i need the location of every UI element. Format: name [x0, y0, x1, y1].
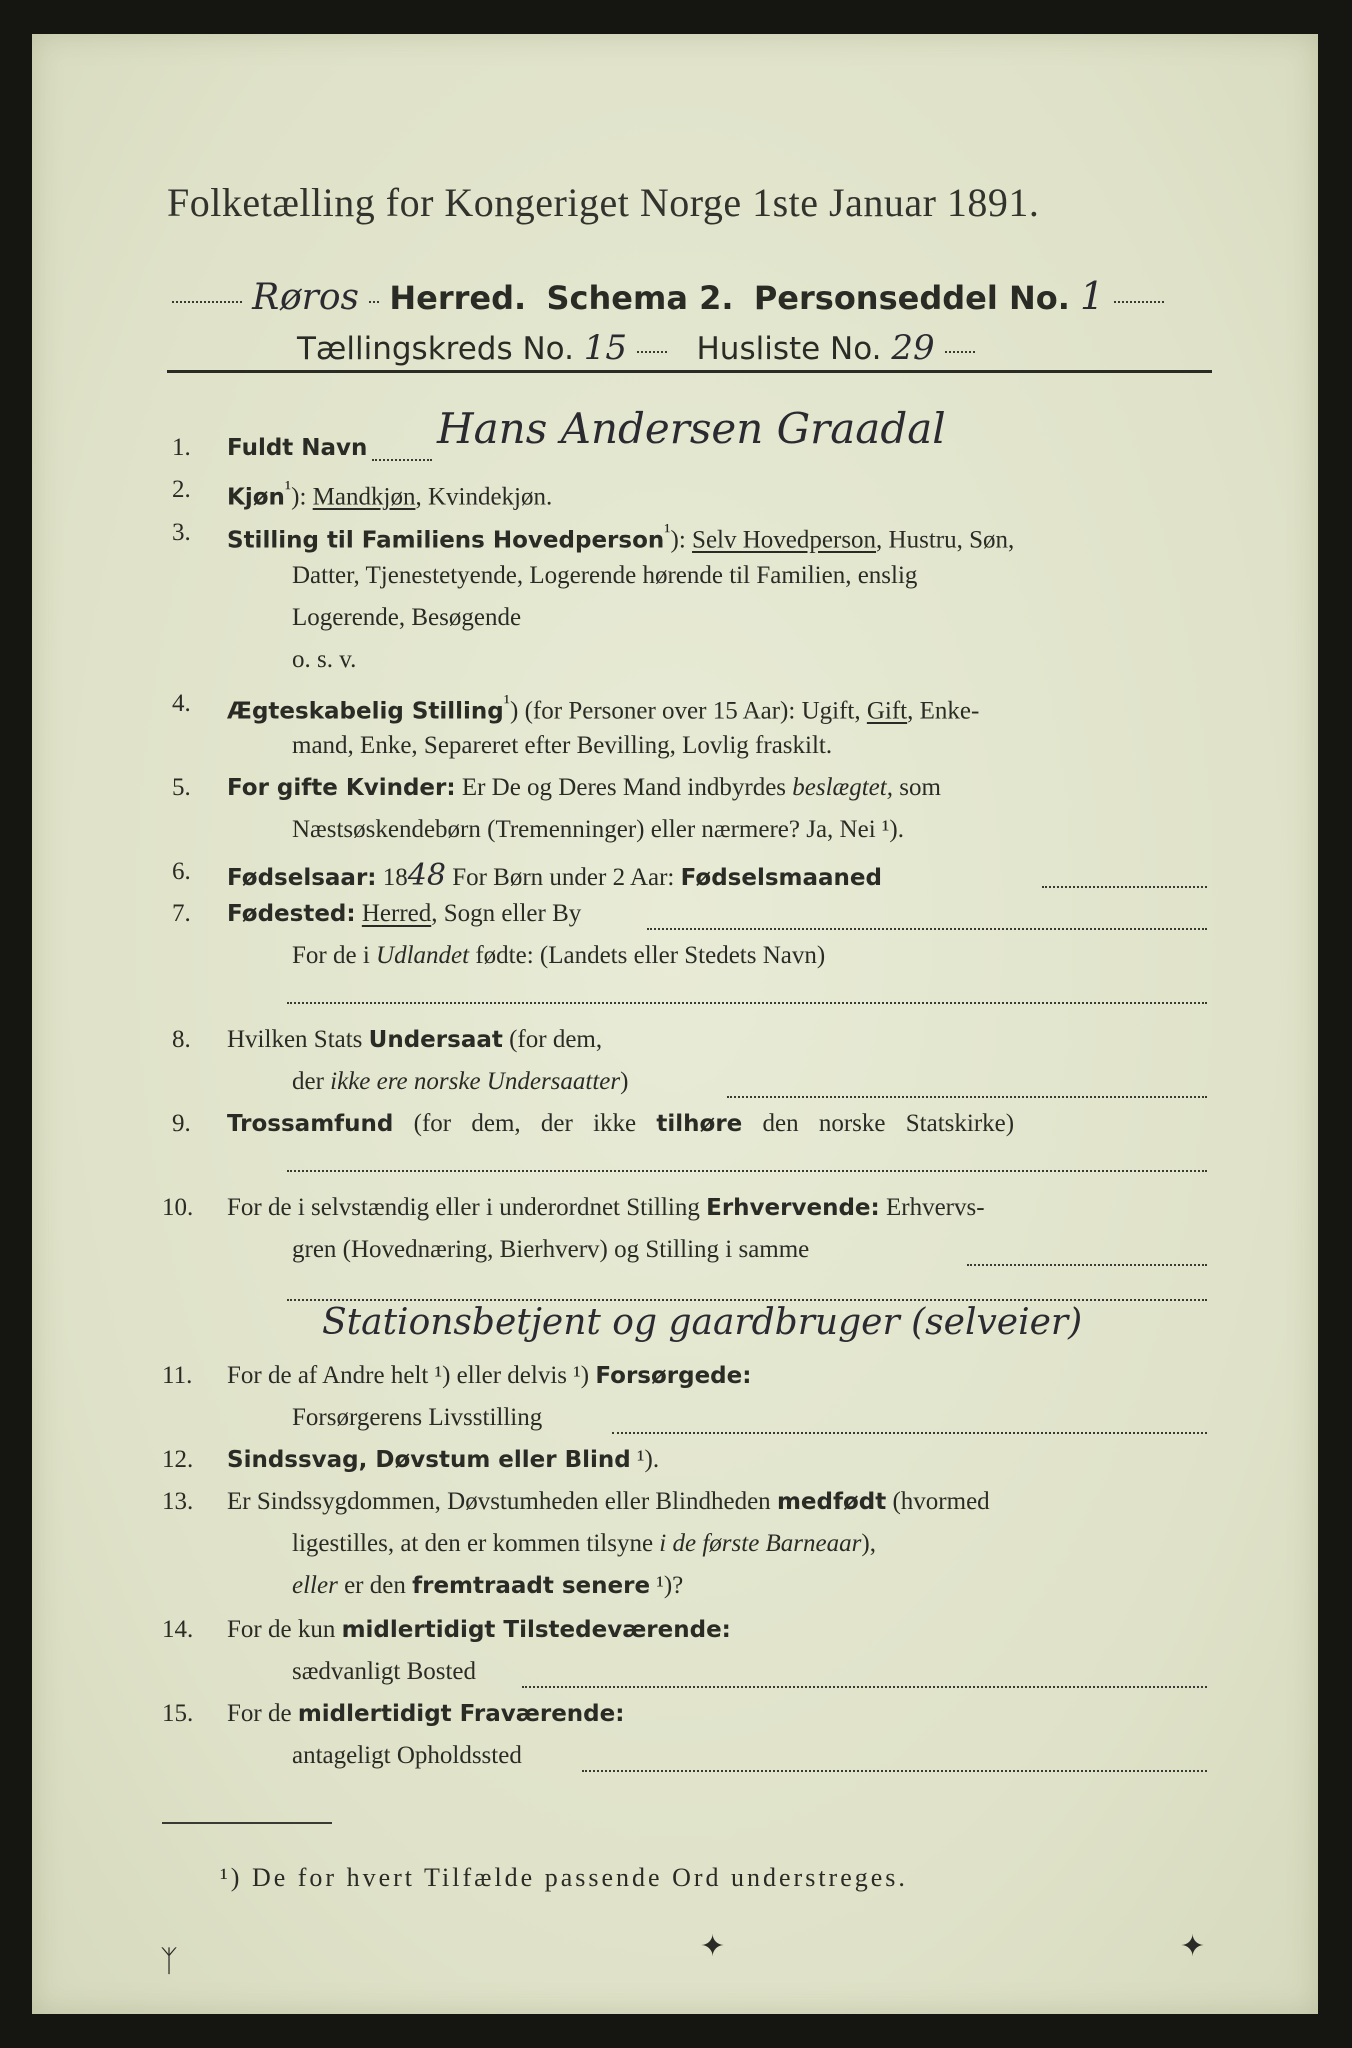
item-3-line4: o. s. v. [292, 646, 357, 673]
item-number: 3. [172, 519, 191, 546]
item-number: 5. [172, 774, 191, 801]
dotted-line [647, 928, 1207, 930]
item-8-text: Hvilken Stats Undersaat (for dem, [227, 1026, 603, 1053]
item-number: 9. [172, 1110, 191, 1137]
item-number: 14. [162, 1616, 194, 1643]
dotted-line [287, 1299, 1207, 1301]
header-rule [167, 370, 1212, 373]
item-4-line2: mand, Enke, Separeret efter Bevilling, Lovlig fraskilt. [292, 732, 833, 759]
dotted-line [287, 1002, 1207, 1004]
corner-mark-center: ✦ [700, 1929, 726, 1964]
dotted-line [967, 1264, 1207, 1266]
item-3-text: Stilling til Familiens Hovedperson$^{^1}$): Selv Hovedperson, Hustru, Søn, [227, 519, 1015, 554]
item-number: 15. [162, 1700, 194, 1727]
item-15-line2: antageligt Opholdssted [292, 1742, 522, 1769]
item-7-text: Fødested: Herred, Sogn eller By [227, 900, 582, 927]
item-6-text: Fødselsaar: 1848 For Børn under 2 Aar: Fødselsmaaned [227, 858, 882, 893]
item-3-line2: Datter, Tjenestetyende, Logerende hørende til Familien, enslig [292, 562, 918, 589]
item-3-line3: Logerende, Besøgende [292, 604, 522, 631]
item-7-line2: For de i Udlandet fødte: (Landets eller Stedets Navn) [292, 942, 826, 969]
item-13-line3: eller er den fremtraadt senere ¹)? [292, 1572, 684, 1599]
item-number: 10. [162, 1194, 194, 1221]
item-13-text: Er Sindssygdommen, Døvstumheden eller Blindheden medfødt (hvormed [227, 1488, 990, 1515]
item-13-line2: ligestilles, at den er kommen tilsyne i de første Barneaar), [292, 1530, 876, 1557]
dotted-line [612, 1432, 1207, 1434]
item-number: 12. [162, 1446, 194, 1473]
item-8-line2: der ikke ere norske Undersaatter) [292, 1068, 629, 1095]
herred-line [172, 274, 1164, 318]
schema-label: Schema 2. [546, 279, 734, 317]
dotted-line [1042, 886, 1207, 888]
full-name-value: Hans Andersen Graadal [437, 404, 946, 453]
item-2-text: Kjøn$^{^1}$): Mandkjøn, Kvindekjøn. [227, 476, 553, 511]
personseddel-label: Personseddel No. [753, 279, 1070, 317]
item-14-line2: sædvanligt Bosted [292, 1658, 477, 1685]
item-11-text: For de af Andre helt ¹) eller delvis ¹) Forsørgede: [227, 1362, 752, 1389]
item-number: 2. [172, 476, 191, 503]
herred-label: Herred. [389, 279, 527, 317]
corner-mark-left: ᛉ [160, 1944, 178, 1979]
dotted-line [287, 1170, 1207, 1172]
item-number: 7. [172, 900, 191, 927]
item-number: 1. [172, 434, 191, 461]
kreds-value: 15 [583, 328, 628, 368]
dotted-line [727, 1096, 1207, 1098]
occupation-value: Stationsbetjent og gaardbruger (selveier) [322, 1302, 1083, 1343]
item-1-label: Fuldt Navn [227, 435, 368, 461]
item-number: 4. [172, 690, 191, 717]
footnote: ¹) De for hvert Tilfælde passende Ord understreges. [220, 1863, 908, 1892]
form-title: Folketælling for Kongeriget Norge 1ste Januar 1891. [167, 180, 1040, 225]
dotted-line [522, 1686, 1207, 1688]
census-form-sheet [32, 34, 1318, 2014]
kreds-line [297, 328, 975, 368]
birth-year-value: 48 [407, 858, 446, 893]
dotted-line [582, 1770, 1207, 1772]
footnote-rule [162, 1822, 332, 1824]
item-10-line2: gren (Hovednæring, Bierhverv) og Stilling i samme [292, 1236, 810, 1263]
personseddel-value: 1 [1080, 274, 1105, 318]
item-10-text: For de i selvstændig eller i underordnet Stilling Erhvervende: Erhvervs- [227, 1194, 985, 1221]
husliste-value: 29 [891, 328, 935, 368]
item-4-text: Ægteskabelig Stilling$^{^1}$) (for Personer over 15 Aar): Ugift, Gift, Enke- [227, 690, 980, 725]
item-11-line2: Forsørgerens Livsstilling [292, 1404, 543, 1431]
item-number: 8. [172, 1026, 191, 1053]
item-15-text: For de midlertidigt Fraværende: [227, 1700, 625, 1727]
item-number: 13. [162, 1488, 194, 1515]
item-14-text: For de kun midlertidigt Tilstedeværende: [227, 1616, 731, 1643]
item-number: 11. [162, 1362, 193, 1389]
item-number: 6. [172, 858, 191, 885]
item-5-line2: Næstsøskendebørn (Tremenninger) eller nærmere? Ja, Nei ¹). [292, 816, 904, 843]
kreds-label: Tællingskreds No. [297, 331, 574, 367]
item-9-text: Trossamfund (for dem, der ikke tilhøre den norske Statskirke) [227, 1110, 1015, 1137]
herred-value: Røros [252, 277, 359, 318]
corner-mark-right: ✦ [1180, 1929, 1206, 1964]
item-5-text: For gifte Kvinder: Er De og Deres Mand indbyrdes beslægtet, som [227, 774, 941, 801]
husliste-label: Husliste No. [696, 331, 882, 367]
dotted-line [372, 459, 432, 461]
item-12-text: Sindssvag, Døvstum eller Blind ¹). [227, 1446, 660, 1473]
